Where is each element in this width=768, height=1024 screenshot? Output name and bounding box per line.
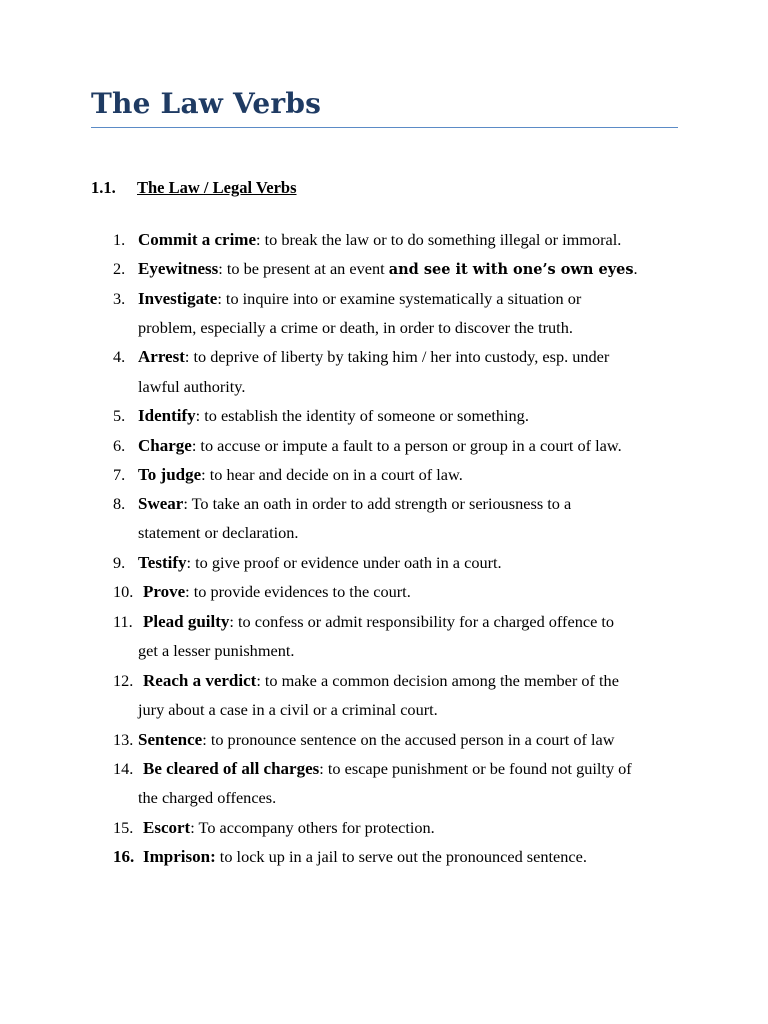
list-item-continuation: lawful authority. <box>138 377 246 396</box>
list-item <box>113 405 529 427</box>
list-item-number: 15. <box>113 818 134 837</box>
list-item-number: 16. <box>113 847 135 866</box>
list-item-definition: : to inquire into or examine systematically a situation or <box>217 289 582 308</box>
list-item-continuation: get a lesser punishment. <box>138 641 295 660</box>
list-item-definition: : to be present at an event <box>218 259 389 278</box>
list-item-term: Sentence <box>138 730 203 749</box>
list-item-term: Eyewitness <box>138 259 219 278</box>
list-item <box>113 611 615 633</box>
list-item-definition: : to give proof or evidence under oath in a court. <box>186 553 502 572</box>
list-item <box>113 817 435 839</box>
list-item <box>113 229 622 251</box>
list-item <box>113 758 632 780</box>
list-item-term: Arrest <box>138 347 185 366</box>
list-item <box>113 258 638 281</box>
list-item-term: Prove <box>143 582 186 601</box>
section-number: 1.1. <box>91 178 116 197</box>
list-item-term: Reach a verdict <box>143 671 257 690</box>
list-item-continuation: problem, especially a crime or death, in order to discover the truth. <box>138 318 573 337</box>
list-item <box>113 846 587 868</box>
list-item-term: Testify <box>138 553 187 572</box>
list-item-number: 8. <box>113 494 126 513</box>
list-item-definition: : to accuse or impute a fault to a person or group in a court of law. <box>191 436 622 455</box>
list-item-number: 14. <box>113 759 134 778</box>
section-title: The Law / Legal Verbs <box>137 178 297 197</box>
list-item <box>113 346 610 368</box>
list-item-number: 4. <box>113 347 126 366</box>
list-item <box>113 552 502 574</box>
list-item-definition: : to establish the identity of someone or something. <box>195 406 529 425</box>
list-item <box>113 435 622 457</box>
list-item <box>113 581 411 603</box>
list-item-number: 12. <box>113 671 134 690</box>
list-item-term: To judge <box>138 465 202 484</box>
list-item-term: Charge <box>138 436 192 455</box>
list-item-number: 5. <box>113 406 126 425</box>
list-item-definition: : To accompany others for protection. <box>190 818 435 837</box>
list-item-definition: : to confess or admit responsibility for a charged offence to <box>229 612 615 631</box>
list-item-term: Imprison: <box>143 847 216 866</box>
list-item-term: Identify <box>138 406 196 425</box>
list-item-number: 6. <box>113 436 126 455</box>
list-item-term: Investigate <box>138 289 218 308</box>
list-item-number: 2. <box>113 259 126 278</box>
list-item <box>113 464 463 486</box>
list-item-continuation: jury about a case in a civil or a criminal court. <box>138 700 438 719</box>
document-title: The Law Verbs <box>91 87 322 120</box>
list-item-number: 13. <box>113 730 134 749</box>
list-item-definition: to lock up in a jail to serve out the pronounced sentence. <box>215 847 587 866</box>
list-item-number: 10. <box>113 582 134 601</box>
list-item-term: Commit a crime <box>138 230 257 249</box>
list-item-term: Plead guilty <box>143 612 230 631</box>
list-item-continuation: statement or declaration. <box>138 523 299 542</box>
list-item-definition: : to make a common decision among the member of the <box>256 671 619 690</box>
list-item-definition: : To take an oath in order to add strength or seriousness to a <box>183 494 572 513</box>
list-item-definition: : to hear and decide on in a court of law. <box>201 465 463 484</box>
list-item-definition: : to deprive of liberty by taking him / her into custody, esp. under <box>184 347 610 366</box>
list-item-emphasis: and see it with one’s own eyes <box>388 261 634 278</box>
list-item <box>113 493 572 515</box>
list-item <box>113 729 615 751</box>
list-item-term: Swear <box>138 494 184 513</box>
list-item <box>113 288 582 310</box>
list-item-number: 9. <box>113 553 126 572</box>
list-item <box>113 670 619 692</box>
list-item-definition-end: . <box>633 259 638 278</box>
list-item-continuation: the charged offences. <box>138 788 277 807</box>
list-item-number: 1. <box>113 230 126 249</box>
list-item-number: 3. <box>113 289 126 308</box>
list-item-definition: : to escape punishment or be found not guilty of <box>319 759 632 778</box>
list-item-number: 11. <box>113 612 133 631</box>
list-item-definition: : to provide evidences to the court. <box>185 582 411 601</box>
list-item-definition: : to break the law or to do something illegal or immoral. <box>256 230 622 249</box>
list-item-term: Be cleared of all charges <box>143 759 320 778</box>
list-item-term: Escort <box>143 818 191 837</box>
list-item-number: 7. <box>113 465 126 484</box>
list-item-definition: : to pronounce sentence on the accused person in a court of law <box>202 730 615 749</box>
